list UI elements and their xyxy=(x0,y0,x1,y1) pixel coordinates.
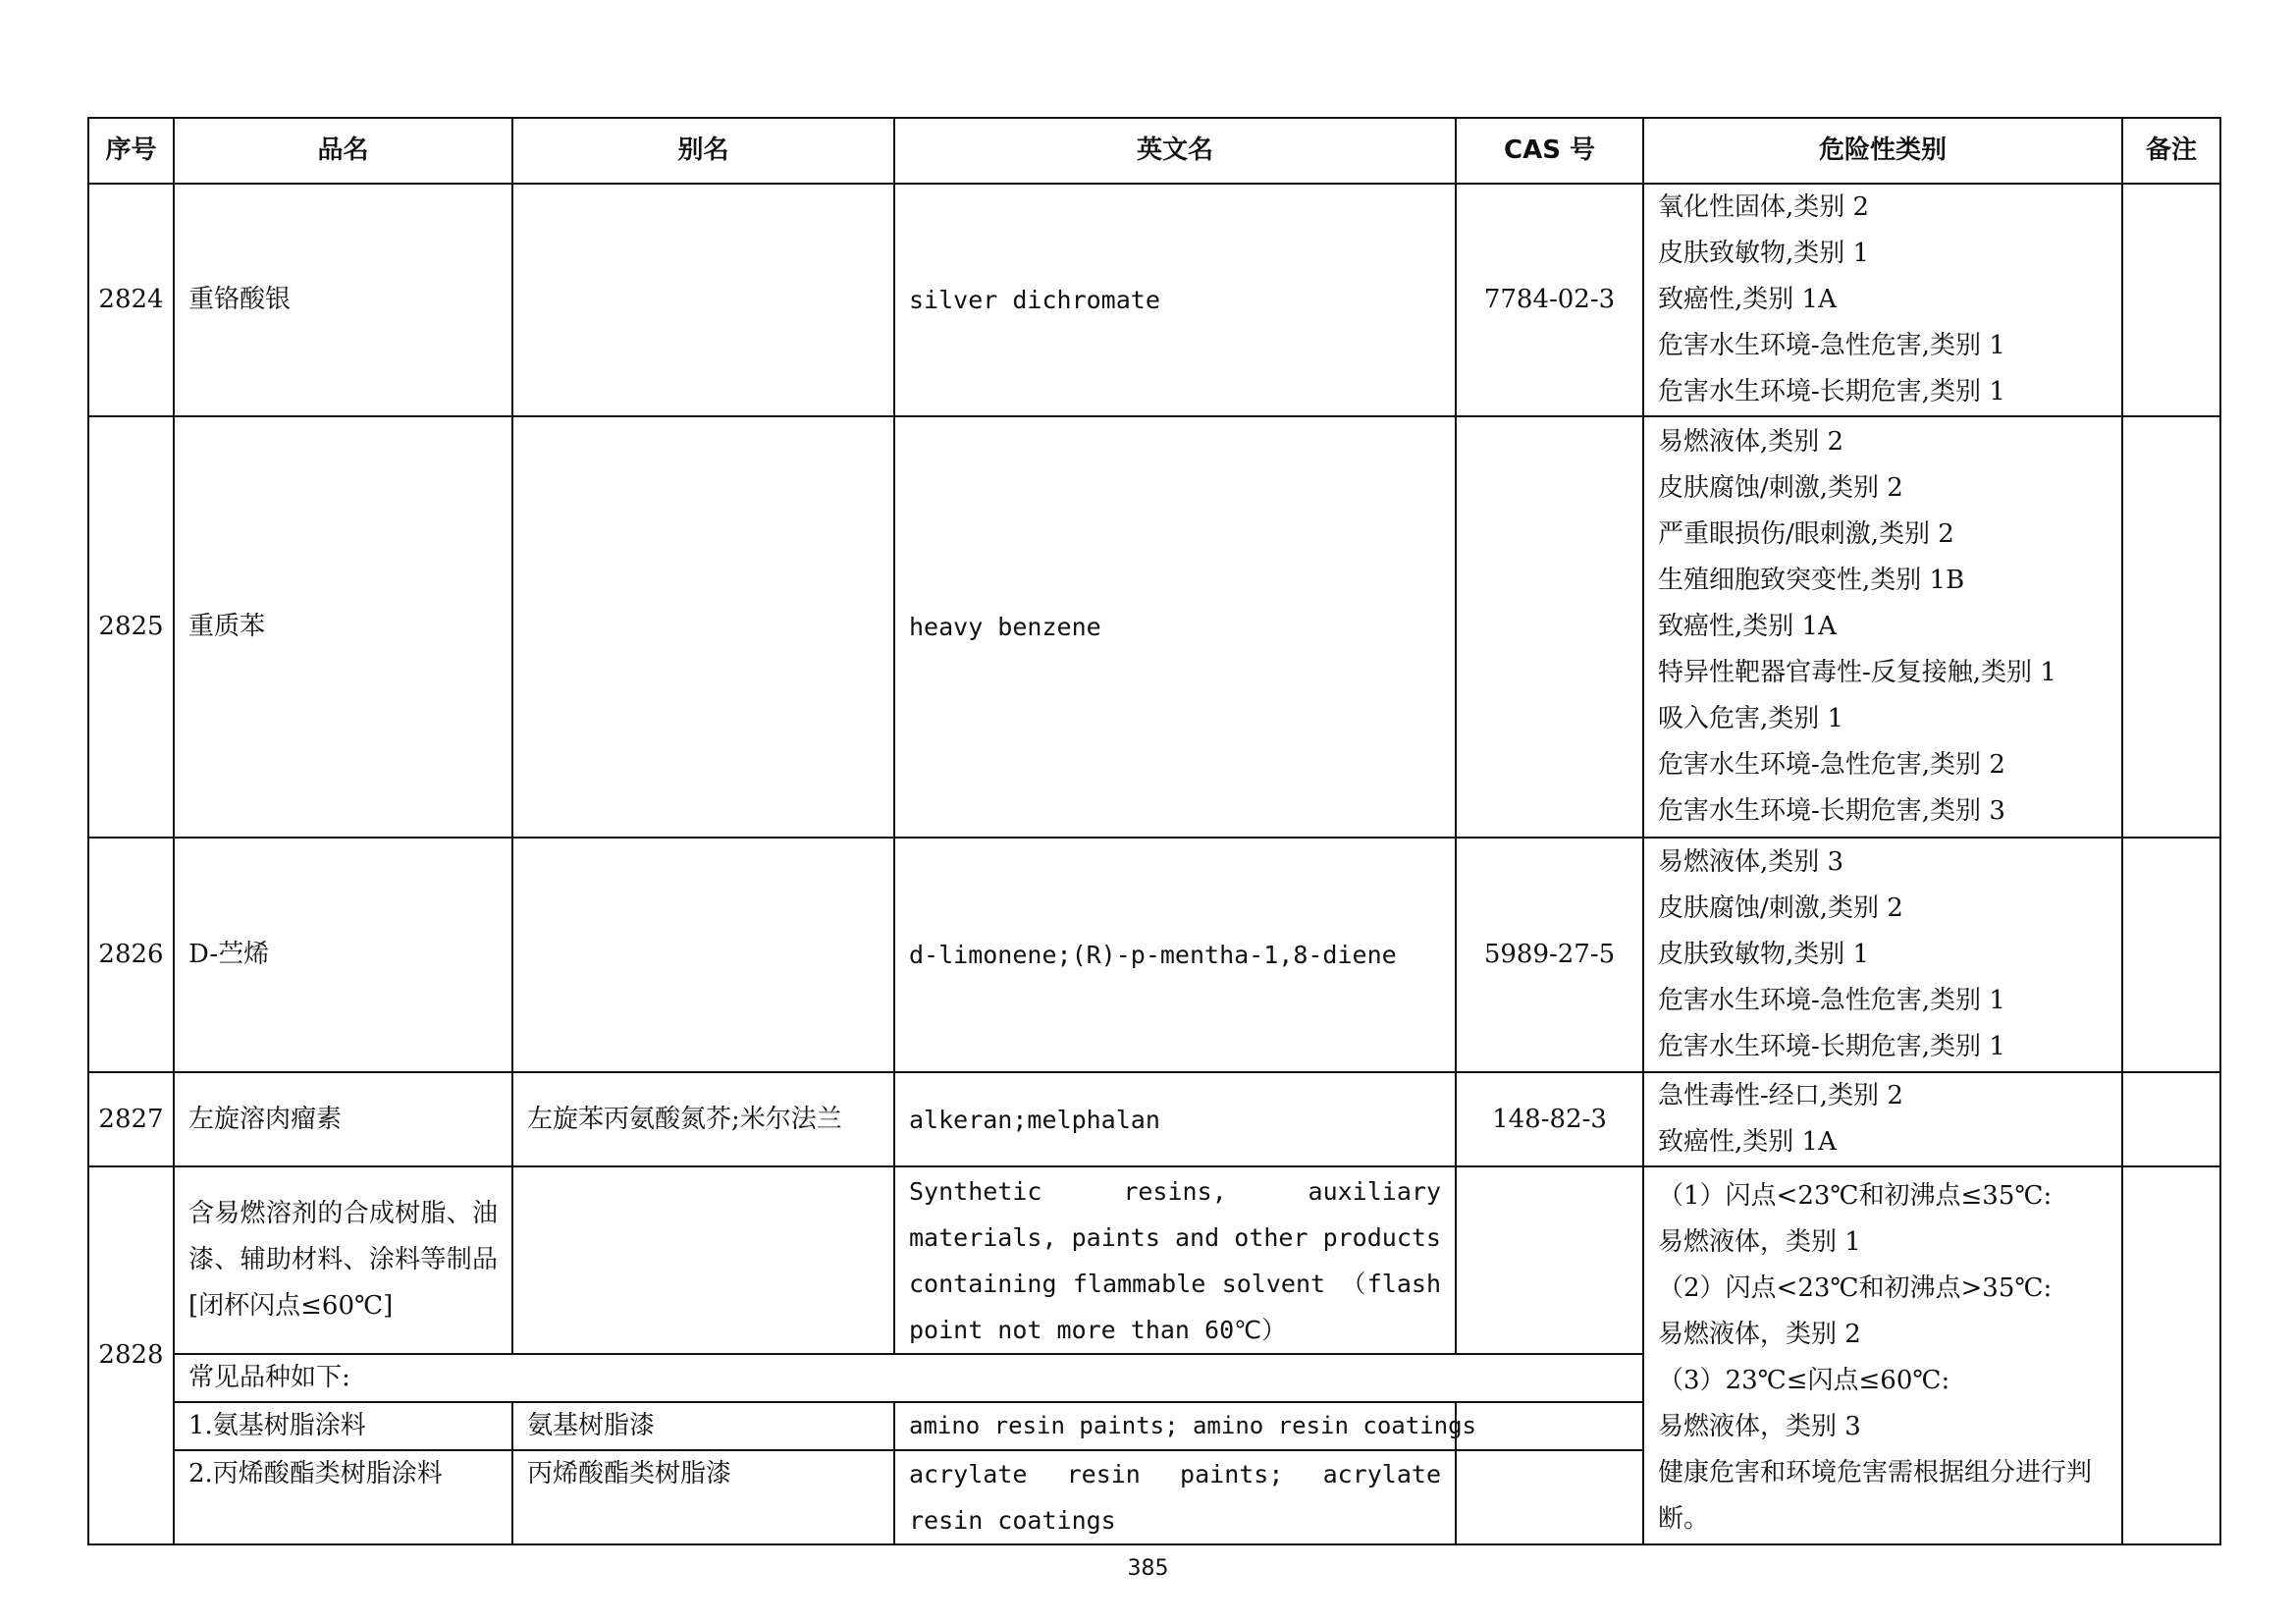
row-cas xyxy=(1456,416,1643,838)
hazard-item: 易燃液体，类别 1 xyxy=(1658,1227,1861,1257)
variety-alias: 丙烯酸酯类树脂漆 xyxy=(512,1450,894,1544)
variety-name: 1.氨基树脂涂料 xyxy=(174,1402,512,1450)
row-alias xyxy=(512,416,894,838)
row-cas: 5989-27-5 xyxy=(1456,838,1643,1072)
header-english-name: 英文名 xyxy=(894,118,1456,184)
hazard-item: 致癌性,类别 1A xyxy=(1658,285,1837,314)
variety-cas xyxy=(1456,1450,1643,1544)
variety-english-name: amino resin paints; amino resin coatings xyxy=(894,1402,1456,1450)
row-english-name: silver dichromate xyxy=(894,184,1456,416)
row-cas: 148-82-3 xyxy=(1456,1072,1643,1166)
row-hazards xyxy=(1643,416,2122,838)
row-alias xyxy=(512,1166,894,1354)
row-english-name: d-limonene;(R)-p-mentha-1,8-diene xyxy=(894,838,1456,1072)
hazard-item: 健康危害和环境危害需根据组分进行判断。 xyxy=(1658,1458,2093,1534)
row-cas: 7784-02-3 xyxy=(1456,184,1643,416)
row-hazards xyxy=(1643,1072,2122,1166)
table-row xyxy=(88,1072,2220,1166)
row-remark xyxy=(2122,1072,2220,1166)
hazard-item: 氧化性固体,类别 2 xyxy=(1658,192,1870,222)
header-row xyxy=(88,118,2220,184)
hazard-item: 致癌性,类别 1A xyxy=(1658,1127,1837,1157)
row-cas xyxy=(1456,1166,1643,1354)
row-no: 2826 xyxy=(88,838,174,1072)
variety-alias: 氨基树脂漆 xyxy=(512,1402,894,1450)
hazard-item: 皮肤致敏物,类别 1 xyxy=(1658,940,1870,969)
table-row xyxy=(88,416,2220,838)
hazard-item: 生殖细胞致突变性,类别 1B xyxy=(1658,566,1965,595)
row-name: 含易燃溶剂的合成树脂、油漆、辅助材料、涂料等制品[闭杯闪点≤60℃] xyxy=(174,1166,512,1354)
row-no: 2827 xyxy=(88,1072,174,1166)
header-name: 品名 xyxy=(174,118,512,184)
row-english-name: alkeran;melphalan xyxy=(894,1072,1456,1166)
row-remark xyxy=(2122,838,2220,1072)
variety-cas xyxy=(1456,1402,1643,1450)
common-varieties-note: 常见品种如下: xyxy=(174,1354,1643,1402)
row-hazards xyxy=(1643,184,2122,416)
hazard-item: 易燃液体，类别 3 xyxy=(1658,1412,1861,1441)
header-hazard: 危险性类别 xyxy=(1643,118,2122,184)
variety-name: 2.丙烯酸酯类树脂涂料 xyxy=(174,1450,512,1544)
row-name: D-苎烯 xyxy=(174,838,512,1072)
header-cas: CAS 号 xyxy=(1456,118,1643,184)
hazard-item: 吸入危害,类别 1 xyxy=(1658,704,1844,733)
table-row xyxy=(88,184,2220,416)
hazardous-chemicals-table xyxy=(87,117,2221,1545)
hazard-item: 危害水生环境-急性危害,类别 1 xyxy=(1658,331,2005,360)
row-hazards xyxy=(1643,1166,2122,1544)
row-name: 重铬酸银 xyxy=(174,184,512,416)
hazard-item: 危害水生环境-急性危害,类别 1 xyxy=(1658,986,2005,1015)
hazard-item: 皮肤致敏物,类别 1 xyxy=(1658,239,1870,268)
hazard-item: 危害水生环境-急性危害,类别 2 xyxy=(1658,750,2005,780)
hazard-item: 危害水生环境-长期危害,类别 1 xyxy=(1658,1032,2005,1061)
header-remark: 备注 xyxy=(2122,118,2220,184)
hazard-item: 严重眼损伤/眼刺激,类别 2 xyxy=(1658,519,1954,549)
variety-english-name: acrylate resin paints; acrylate resin coatings xyxy=(894,1450,1456,1544)
hazard-item: 危害水生环境-长期危害,类别 3 xyxy=(1658,796,2005,826)
page-number: 385 xyxy=(1127,1556,1169,1581)
hazard-item: 皮肤腐蚀/刺激,类别 2 xyxy=(1658,893,1903,923)
header-alias: 别名 xyxy=(512,118,894,184)
row-no: 2825 xyxy=(88,416,174,838)
row-alias xyxy=(512,838,894,1072)
row-english-name: Synthetic resins, auxiliary materials, paints and other products containing flammable solvent （flash point not more than 60℃） xyxy=(894,1166,1456,1354)
row-name: 重质苯 xyxy=(174,416,512,838)
row-remark xyxy=(2122,416,2220,838)
hazard-item: 致癌性,类别 1A xyxy=(1658,612,1837,641)
row-no: 2828 xyxy=(88,1166,174,1544)
hazard-item: 急性毒性-经口,类别 2 xyxy=(1658,1081,1903,1110)
hazard-item: 易燃液体，类别 2 xyxy=(1658,1320,1861,1349)
hazard-item: 易燃液体,类别 2 xyxy=(1658,427,1844,457)
hazard-item: 特异性靶器官毒性-反复接触,类别 1 xyxy=(1658,658,2056,687)
row-remark xyxy=(2122,184,2220,416)
row-english-name: heavy benzene xyxy=(894,416,1456,838)
row-no: 2824 xyxy=(88,184,174,416)
header-no: 序号 xyxy=(88,118,174,184)
hazard-item: （2）闪点<23℃和初沸点>35℃: xyxy=(1658,1273,2053,1303)
hazard-item: 易燃液体,类别 3 xyxy=(1658,847,1844,877)
hazard-item: （1）闪点<23℃和初沸点≤35℃: xyxy=(1658,1181,2053,1211)
row-remark xyxy=(2122,1166,2220,1544)
row-hazards xyxy=(1643,838,2122,1072)
table-row xyxy=(88,1166,2220,1354)
row-alias: 左旋苯丙氨酸氮芥;米尔法兰 xyxy=(512,1072,894,1166)
table-row xyxy=(88,838,2220,1072)
row-name: 左旋溶肉瘤素 xyxy=(174,1072,512,1166)
hazard-item: 皮肤腐蚀/刺激,类别 2 xyxy=(1658,473,1903,503)
row-alias xyxy=(512,184,894,416)
hazard-item: 危害水生环境-长期危害,类别 1 xyxy=(1658,377,2005,406)
hazard-item: （3）23℃≤闪点≤60℃: xyxy=(1658,1366,1950,1395)
